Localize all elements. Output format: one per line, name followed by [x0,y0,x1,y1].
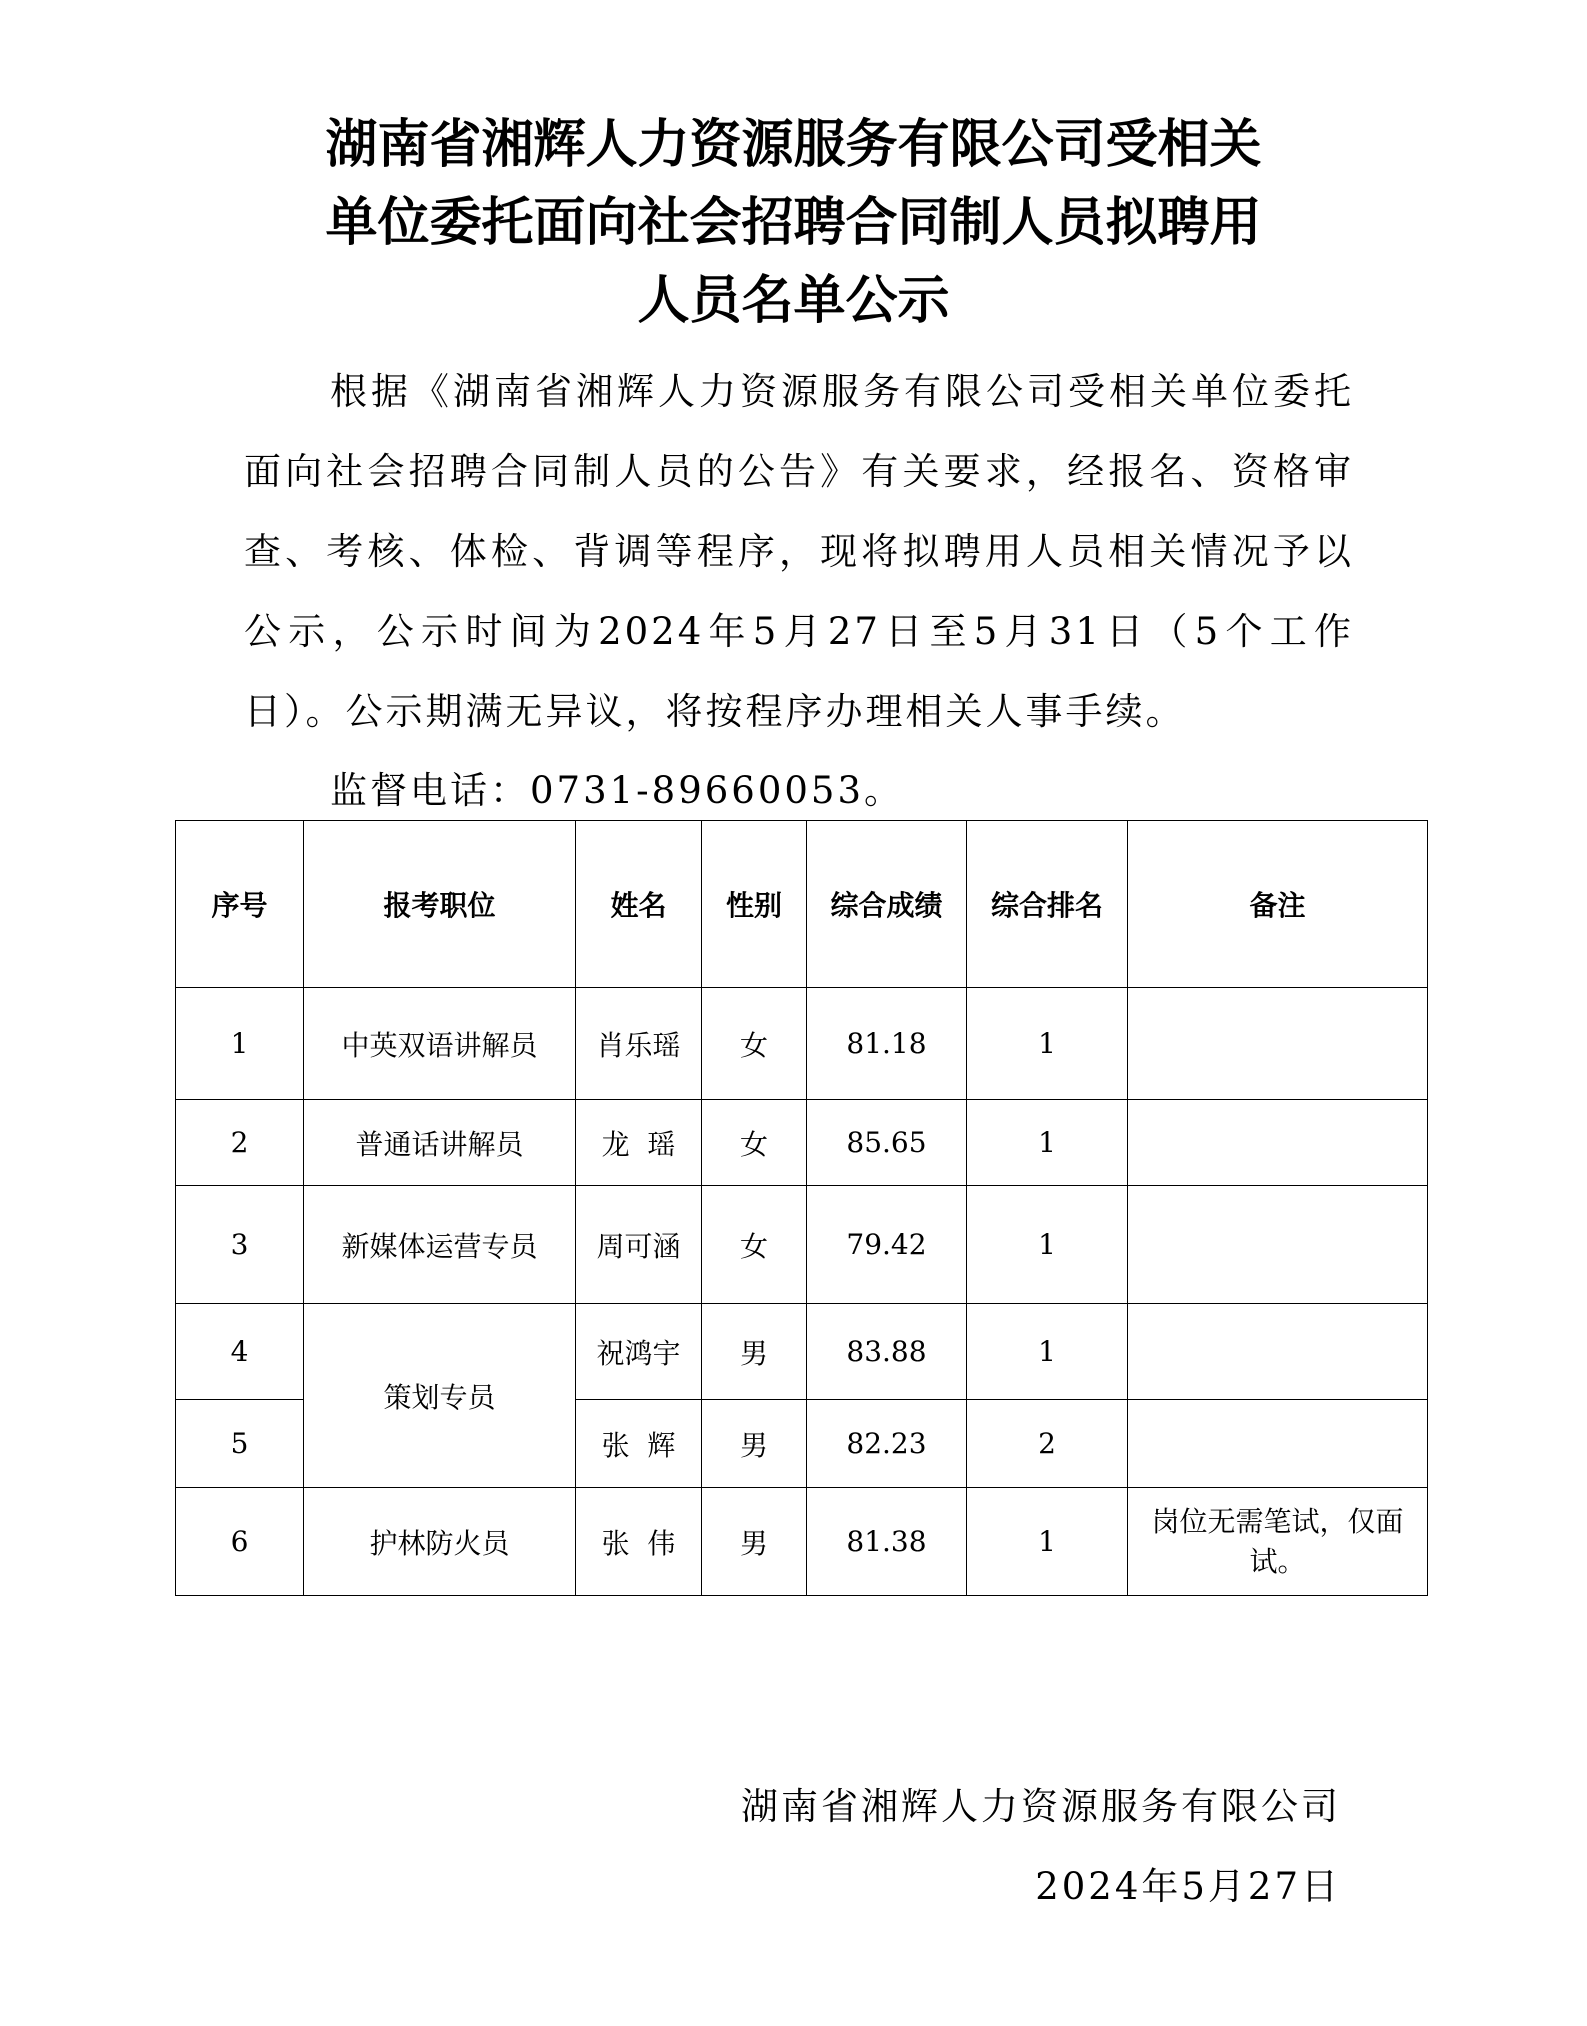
candidate-table [175,820,1428,1596]
cell-score: 79.42 [807,1186,967,1304]
issuing-organization: 湖南省湘辉人力资源服务有限公司 [741,1785,1341,1828]
cell-note [1128,1400,1428,1488]
cell-note: 岗位无需笔试，仅面试。 [1128,1488,1428,1596]
cell-gender: 男 [702,1488,807,1596]
cell-name: 祝鸿宇 [576,1304,702,1400]
table-row [176,988,1428,1100]
cell-gender: 女 [702,1100,807,1186]
header-note: 备注 [1128,821,1428,988]
table-header-row [176,821,1428,988]
supervision-phone: 监督电话：0731-89660053。 [330,769,904,812]
cell-note [1128,1100,1428,1186]
cell-position-merged: 策划专员 [304,1304,576,1488]
table-row [176,1488,1428,1596]
announcement-paragraph: 根据《湖南省湘辉人力资源服务有限公司受相关单位委托面向社会招聘合同制人员的公告》有关要求，经报名、资格审查、考核、体检、背调等程序，现将拟聘用人员相关情况予以公示，公示时间为2024年5月27日至5月31日（5个工作日）。公示期满无异议，将按程序办理相关人事手续。 [244,370,1354,733]
cell-rank: 1 [967,1100,1128,1186]
cell-note [1128,1304,1428,1400]
header-score: 综合成绩 [807,821,967,988]
cell-gender: 女 [702,988,807,1100]
cell-name: 张 辉 [576,1400,702,1488]
cell-rank: 1 [967,1186,1128,1304]
table-row [176,1304,1428,1400]
page-title [160,106,1427,340]
title-line-3: 人员名单公示 [637,271,950,331]
cell-position: 中英双语讲解员 [304,988,576,1100]
cell-position: 普通话讲解员 [304,1100,576,1186]
cell-name: 肖乐瑶 [576,988,702,1100]
cell-no: 3 [176,1186,304,1304]
cell-position: 护林防火员 [304,1488,576,1596]
cell-rank: 1 [967,988,1128,1100]
cell-rank: 1 [967,1304,1128,1400]
cell-name: 张 伟 [576,1488,702,1596]
cell-no: 5 [176,1400,304,1488]
cell-note [1128,1186,1428,1304]
header-name: 姓名 [576,821,702,988]
cell-score: 83.88 [807,1304,967,1400]
table-row [176,1100,1428,1186]
cell-no: 6 [176,1488,304,1596]
cell-name: 龙 瑶 [576,1100,702,1186]
issue-date: 2024年5月27日 [1035,1865,1341,1908]
header-position: 报考职位 [304,821,576,988]
table-row [176,1186,1428,1304]
cell-position: 新媒体运营专员 [304,1186,576,1304]
cell-note [1128,988,1428,1100]
header-gender: 性别 [702,821,807,988]
cell-score: 81.18 [807,988,967,1100]
header-rank: 综合排名 [967,821,1128,988]
cell-rank: 1 [967,1488,1128,1596]
cell-gender: 男 [702,1304,807,1400]
cell-score: 82.23 [807,1400,967,1488]
cell-name: 周可涵 [576,1186,702,1304]
cell-no: 2 [176,1100,304,1186]
cell-no: 1 [176,988,304,1100]
cell-gender: 男 [702,1400,807,1488]
cell-rank: 2 [967,1400,1128,1488]
cell-no: 4 [176,1304,304,1400]
cell-score: 81.38 [807,1488,967,1596]
header-no: 序号 [176,821,304,988]
cell-gender: 女 [702,1186,807,1304]
title-line-2: 单位委托面向社会招聘合同制人员拟聘用 [325,193,1262,253]
cell-score: 85.65 [807,1100,967,1186]
title-line-1: 湖南省湘辉人力资源服务有限公司受相关 [325,115,1262,175]
